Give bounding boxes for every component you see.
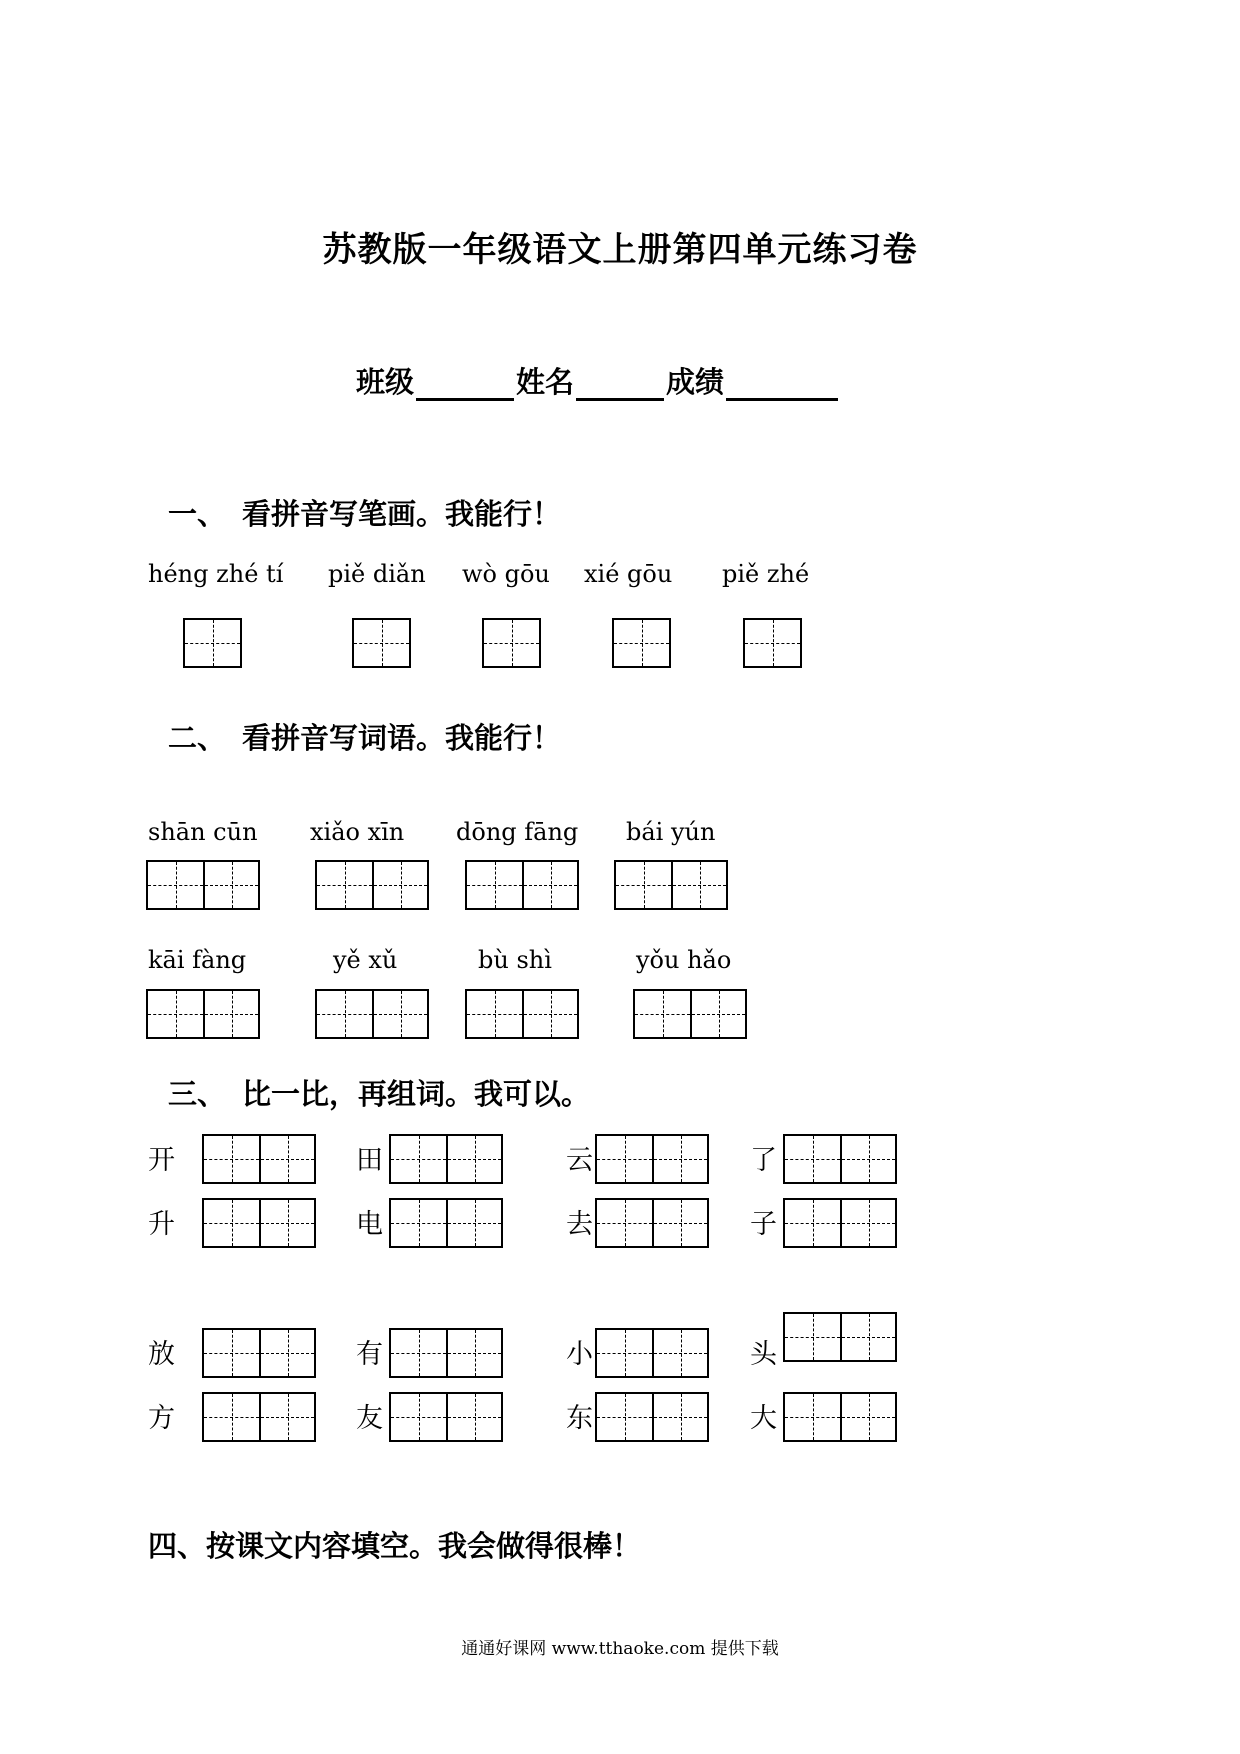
section2-number: 二、: [168, 721, 227, 755]
name-blank[interactable]: [576, 368, 664, 401]
compare-char: 升: [148, 1209, 175, 1240]
writing-box[interactable]: [202, 1198, 316, 1248]
writing-box[interactable]: [202, 1134, 316, 1184]
writing-box[interactable]: [315, 989, 429, 1039]
compare-char: 子: [750, 1209, 777, 1240]
section3-heading: 比一比，再组词。我可以。: [242, 1077, 591, 1111]
writing-box[interactable]: [389, 1134, 503, 1184]
writing-box[interactable]: [389, 1198, 503, 1248]
class-blank[interactable]: [416, 368, 514, 401]
writing-box[interactable]: [465, 860, 579, 910]
section1-heading: 看拼音写笔画。我能行！: [242, 497, 562, 531]
word-pinyin: kāi fàng: [148, 946, 247, 974]
compare-char: 东: [566, 1403, 593, 1434]
class-label: 班级: [356, 365, 415, 399]
writing-box[interactable]: [783, 1134, 897, 1184]
compare-char: 头: [750, 1339, 777, 1370]
writing-box[interactable]: [315, 860, 429, 910]
compare-char: 云: [566, 1145, 593, 1176]
stroke-pinyin: héng zhé tí: [148, 560, 284, 588]
score-blank[interactable]: [726, 368, 838, 401]
writing-box[interactable]: [183, 618, 242, 668]
compare-char: 放: [148, 1339, 175, 1370]
writing-box[interactable]: [783, 1392, 897, 1442]
word-pinyin: xiǎo xīn: [310, 818, 405, 846]
writing-box[interactable]: [743, 618, 802, 668]
writing-box[interactable]: [352, 618, 411, 668]
word-pinyin: yǒu hǎo: [636, 946, 732, 974]
compare-char: 电: [356, 1209, 383, 1240]
writing-box[interactable]: [482, 618, 541, 668]
writing-box[interactable]: [595, 1134, 709, 1184]
compare-char: 友: [356, 1403, 383, 1434]
section2-heading: 看拼音写词语。我能行！: [242, 721, 562, 755]
stroke-pinyin: wò gōu: [462, 560, 550, 588]
section3-number: 三、: [168, 1077, 227, 1111]
student-info-line: [356, 360, 840, 401]
compare-char: 大: [750, 1403, 777, 1434]
writing-box[interactable]: [783, 1198, 897, 1248]
score-label: 成绩: [666, 365, 725, 399]
compare-char: 小: [566, 1339, 593, 1370]
section4-heading: 四、按课文内容填空。我会做得很棒！: [148, 1529, 642, 1563]
writing-box[interactable]: [783, 1312, 897, 1362]
stroke-pinyin: piě diǎn: [328, 560, 426, 588]
writing-box[interactable]: [595, 1198, 709, 1248]
word-pinyin: dōng fāng: [456, 818, 579, 846]
word-pinyin: yě xǔ: [333, 946, 398, 974]
stroke-pinyin: piě zhé: [722, 560, 810, 588]
writing-box[interactable]: [595, 1328, 709, 1378]
writing-box[interactable]: [633, 989, 747, 1039]
section1-number: 一、: [168, 497, 227, 531]
word-pinyin: bù shì: [478, 946, 552, 974]
compare-char: 有: [356, 1339, 383, 1370]
writing-box[interactable]: [146, 860, 260, 910]
stroke-pinyin: xié gōu: [584, 560, 673, 588]
writing-box[interactable]: [389, 1392, 503, 1442]
name-label: 姓名: [516, 365, 575, 399]
writing-box[interactable]: [465, 989, 579, 1039]
writing-box[interactable]: [202, 1392, 316, 1442]
writing-box[interactable]: [614, 860, 728, 910]
writing-box[interactable]: [612, 618, 671, 668]
word-pinyin: bái yún: [626, 818, 716, 846]
writing-box[interactable]: [389, 1328, 503, 1378]
writing-box[interactable]: [202, 1328, 316, 1378]
writing-box[interactable]: [146, 989, 260, 1039]
writing-box[interactable]: [595, 1392, 709, 1442]
page-title: 苏教版一年级语文上册第四单元练习卷: [322, 230, 918, 270]
compare-char: 田: [356, 1145, 383, 1176]
compare-char: 去: [566, 1209, 593, 1240]
word-pinyin: shān cūn: [148, 818, 258, 846]
compare-char: 了: [750, 1145, 777, 1176]
compare-char: 开: [148, 1145, 175, 1176]
footer-credit: 通通好课网 www.tthaoke.com 提供下载: [461, 1639, 779, 1659]
compare-char: 方: [148, 1403, 175, 1434]
